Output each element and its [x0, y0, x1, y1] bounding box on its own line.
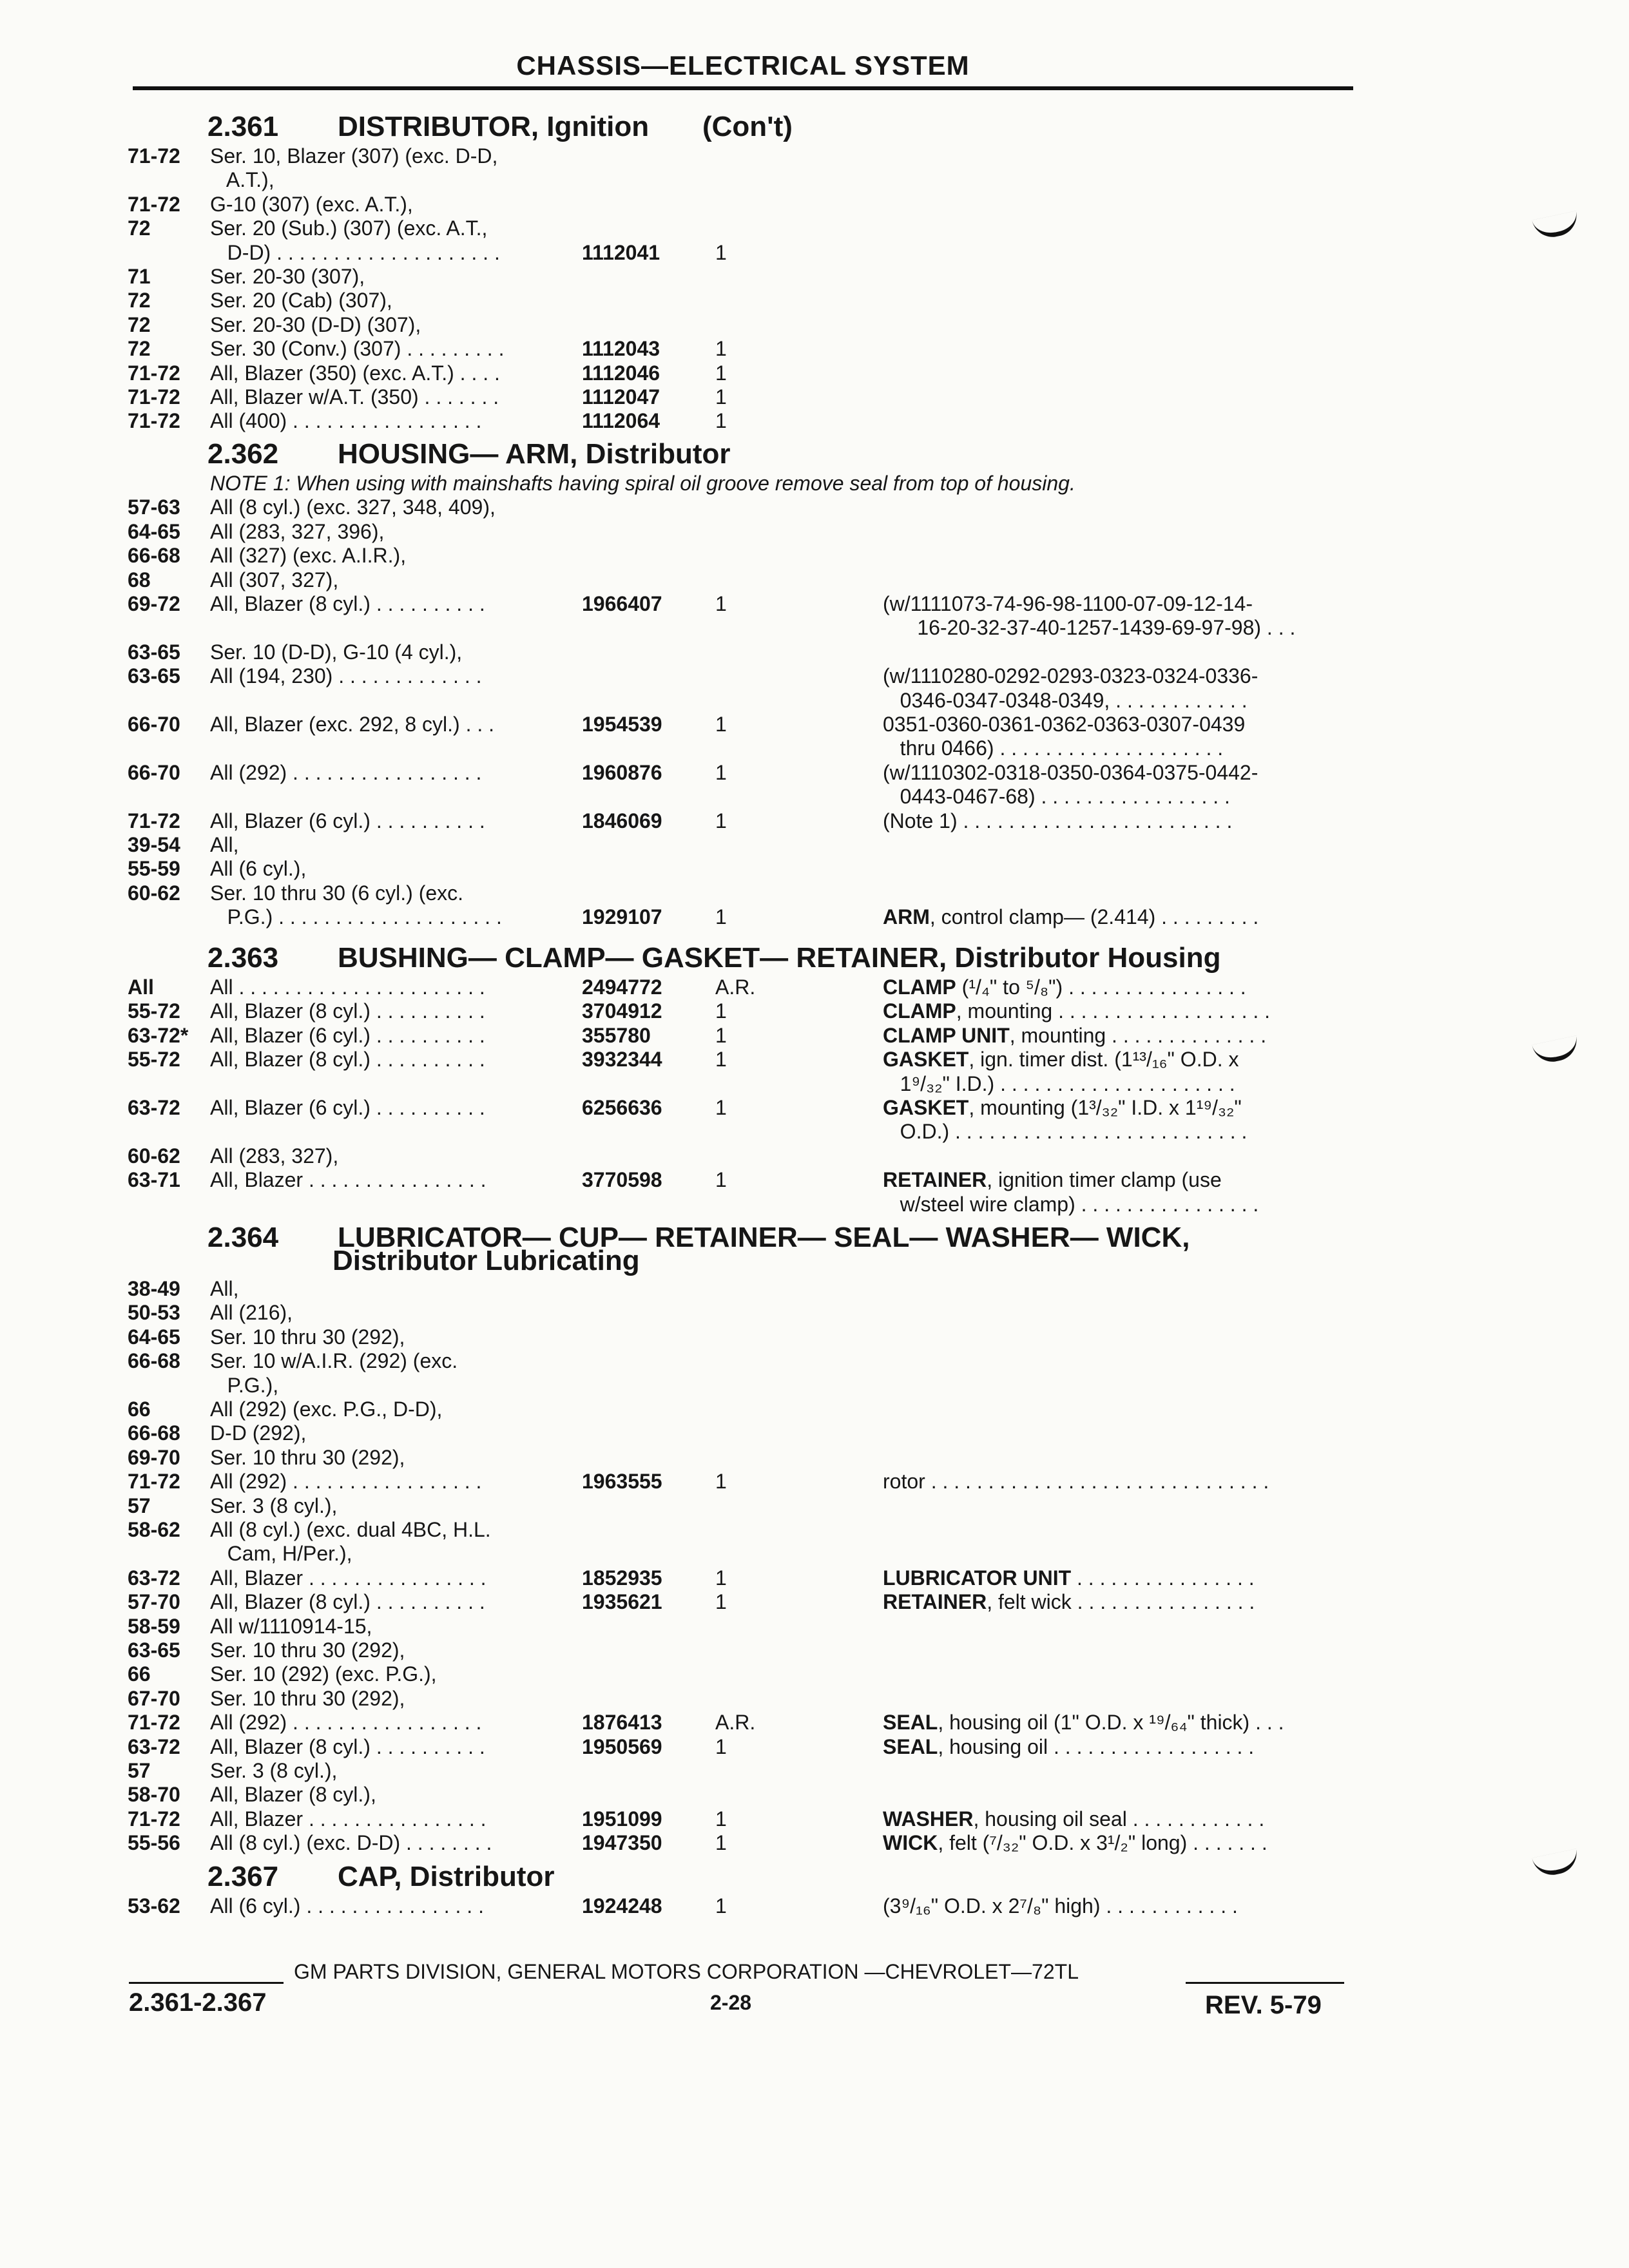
part-description: RETAINER, felt wick . . . . . . . . . . . . . . . .	[883, 1590, 1255, 1613]
part-description: 0351-0360-0361-0362-0363-0307-0439	[883, 713, 1246, 736]
part-number: 1112043	[582, 337, 660, 360]
model-year: 66-68	[128, 1421, 180, 1445]
section-number: 2.361	[207, 111, 279, 142]
part-description: 1⁹/₃₂" I.D.) . . . . . . . . . . . . . . . . . . . . .	[883, 1072, 1235, 1095]
model-year: 71-72	[128, 1470, 180, 1493]
table-row	[0, 1096, 1629, 1122]
part-number: 3704912	[582, 999, 662, 1023]
footer-rule-left	[129, 1982, 284, 1984]
part-number: 3932344	[582, 1048, 662, 1071]
table-row	[0, 689, 1629, 715]
application: P.G.),	[210, 1374, 279, 1397]
section-number: 2.367	[207, 1861, 279, 1892]
model-year: 58-59	[128, 1615, 180, 1638]
table-row	[0, 1783, 1629, 1809]
application: All . . . . . . . . . . . . . . . . . . . . . .	[210, 975, 485, 999]
table-row	[0, 1735, 1629, 1761]
model-year: 71-72	[128, 409, 180, 432]
part-number: 1963555	[582, 1470, 662, 1493]
part-description: 16-20-32-37-40-1257-1439-69-97-98) . . .	[883, 616, 1296, 639]
model-year: 71-72	[128, 193, 180, 216]
model-year: 71-72	[128, 361, 180, 385]
table-row	[0, 857, 1629, 883]
quantity: 1	[715, 1894, 727, 1917]
model-year: 63-65	[128, 640, 180, 664]
application: All, Blazer (8 cyl.),	[210, 1783, 376, 1806]
application: All (8 cyl.) (exc. D-D) . . . . . . . .	[210, 1831, 492, 1854]
table-row	[0, 664, 1629, 690]
model-year: 71-72	[128, 809, 180, 832]
application: All, Blazer . . . . . . . . . . . . . . . .	[210, 1566, 487, 1590]
application: D-D (292),	[210, 1421, 307, 1445]
part-number: 1876413	[582, 1711, 662, 1734]
quantity: 1	[715, 385, 727, 408]
part-description: SEAL, housing oil (1" O.D. x ¹⁹/₆₄" thick) . . .	[883, 1711, 1284, 1734]
table-row	[0, 1024, 1629, 1050]
application: All, Blazer (8 cyl.) . . . . . . . . . .	[210, 1048, 485, 1071]
application: All, Blazer (exc. 292, 8 cyl.) . . .	[210, 713, 495, 736]
part-number: 2494772	[582, 975, 662, 999]
table-row	[0, 241, 1629, 267]
application: All (6 cyl.) . . . . . . . . . . . . . . . .	[210, 1894, 484, 1917]
model-year: 66-68	[128, 544, 180, 567]
part-description: GASKET, mounting (1³/₃₂" I.D. x 1¹⁹/₃₂"	[883, 1096, 1242, 1119]
application: All (8 cyl.) (exc. 327, 348, 409),	[210, 495, 496, 519]
model-year: 66-70	[128, 713, 180, 736]
application: Ser. 10 thru 30 (292),	[210, 1446, 405, 1469]
part-description: (3⁹/₁₆" O.D. x 2⁷/₈" high) . . . . . . . . . . . .	[883, 1894, 1238, 1917]
model-year: 63-72	[128, 1096, 180, 1119]
table-row	[0, 1072, 1629, 1098]
part-number: 1951099	[582, 1807, 662, 1831]
application: All (194, 230) . . . . . . . . . . . . .	[210, 664, 482, 687]
application: All, Blazer (6 cyl.) . . . . . . . . . .	[210, 809, 485, 832]
application: Ser. 10 thru 30 (292),	[210, 1687, 405, 1710]
application: All, Blazer (6 cyl.) . . . . . . . . . .	[210, 1096, 485, 1119]
application: Ser. 3 (8 cyl.),	[210, 1494, 338, 1517]
table-row	[0, 168, 1629, 194]
table-row	[0, 385, 1629, 411]
table-row	[0, 1639, 1629, 1664]
table-row	[0, 1542, 1629, 1568]
footer-section-range: 2.361-2.367	[129, 1988, 267, 2017]
part-description: O.D.) . . . . . . . . . . . . . . . . . . . . . . . . . .	[883, 1120, 1248, 1143]
table-row	[0, 1144, 1629, 1170]
quantity: 1	[715, 1168, 727, 1191]
table-row	[0, 1831, 1629, 1857]
section-title: DISTRIBUTOR, Ignition	[338, 111, 650, 142]
application: Ser. 10 thru 30 (6 cyl.) (exc.	[210, 881, 464, 905]
application: All, Blazer . . . . . . . . . . . . . . . .	[210, 1168, 487, 1191]
part-description: WICK, felt (⁷/₃₂" O.D. x 3¹/₂" long) . . . . . . .	[883, 1831, 1268, 1854]
application: All (400) . . . . . . . . . . . . . . . . .	[210, 409, 482, 432]
model-year: 69-70	[128, 1446, 180, 1469]
application: A.T.),	[210, 168, 275, 191]
part-number: 1935621	[582, 1590, 662, 1613]
application: Ser. 10 w/A.I.R. (292) (exc.	[210, 1349, 458, 1372]
model-year: 55-59	[128, 857, 180, 880]
part-description: CLAMP UNIT, mounting . . . . . . . . . . . . . .	[883, 1024, 1267, 1047]
table-row	[0, 520, 1629, 546]
quantity: 1	[715, 1048, 727, 1071]
section-number: 2.362	[207, 438, 279, 470]
application: Ser. 20-30 (307),	[210, 265, 365, 288]
table-row	[0, 1349, 1629, 1375]
model-year: 66-68	[128, 1349, 180, 1372]
model-year: 63-65	[128, 664, 180, 687]
table-row	[0, 337, 1629, 363]
application: All (283, 327, 396),	[210, 520, 385, 543]
quantity: 1	[715, 1590, 727, 1613]
quantity: 1	[715, 999, 727, 1023]
part-number: 1929107	[582, 905, 662, 928]
quantity: 1	[715, 1096, 727, 1119]
footer-publisher: GM PARTS DIVISION, GENERAL MOTORS CORPORATION —CHEVROLET—72TL	[294, 1960, 1079, 1983]
part-description: WASHER, housing oil seal . . . . . . . . . . . .	[883, 1807, 1265, 1831]
application: All (6 cyl.),	[210, 857, 307, 880]
model-year: 72	[128, 337, 151, 360]
model-year: 50-53	[128, 1301, 180, 1324]
model-year: 64-65	[128, 520, 180, 543]
table-row	[0, 1807, 1629, 1833]
quantity: 1	[715, 1735, 727, 1758]
part-description: CLAMP (¹/₄" to ⁵/₈") . . . . . . . . . . . . . . . .	[883, 975, 1246, 999]
section-title: CAP, Distributor	[338, 1861, 555, 1892]
part-number: 3770598	[582, 1168, 662, 1191]
model-year: 72	[128, 313, 151, 336]
application: D-D) . . . . . . . . . . . . . . . . . . . .	[210, 241, 500, 264]
table-row	[0, 1711, 1629, 1736]
table-row	[0, 975, 1629, 1001]
table-row	[0, 761, 1629, 787]
model-year: 64-65	[128, 1325, 180, 1349]
part-number: 1112046	[582, 361, 660, 385]
application: Ser. 10 (292) (exc. P.G.),	[210, 1662, 437, 1686]
section-title: HOUSING— ARM, Distributor	[338, 438, 731, 470]
part-number: 1112047	[582, 385, 660, 408]
part-description: rotor . . . . . . . . . . . . . . . . . . . . . . . . . . . . . .	[883, 1470, 1269, 1493]
part-number: 1852935	[582, 1566, 662, 1590]
table-row	[0, 1398, 1629, 1423]
quantity: 1	[715, 809, 727, 832]
table-row	[0, 1168, 1629, 1194]
application: All, Blazer (8 cyl.) . . . . . . . . . .	[210, 1590, 485, 1613]
model-year: 55-72	[128, 1048, 180, 1071]
part-number: 1950569	[582, 1735, 662, 1758]
table-row	[0, 1048, 1629, 1073]
table-row	[0, 640, 1629, 666]
table-row	[0, 1894, 1629, 1920]
table-row	[0, 881, 1629, 907]
quantity: 1	[715, 713, 727, 736]
model-year: 63-72	[128, 1566, 180, 1590]
quantity: 1	[715, 337, 727, 360]
footer-revision: REV. 5-79	[1205, 1991, 1322, 2019]
part-number: 355780	[582, 1024, 651, 1047]
application: All (292) (exc. P.G., D-D),	[210, 1398, 443, 1421]
model-year: 63-71	[128, 1168, 180, 1191]
part-number: 1960876	[582, 761, 662, 784]
part-number: 1947350	[582, 1831, 662, 1854]
application: All (292) . . . . . . . . . . . . . . . . .	[210, 1711, 482, 1734]
application: All, Blazer (8 cyl.) . . . . . . . . . .	[210, 999, 485, 1023]
table-row	[0, 313, 1629, 339]
application: P.G.) . . . . . . . . . . . . . . . . . . . .	[210, 905, 502, 928]
model-year: 66	[128, 1662, 151, 1686]
application: Ser. 20 (Cab) (307),	[210, 289, 392, 312]
table-row	[0, 265, 1629, 291]
application: Cam, H/Per.),	[210, 1542, 352, 1565]
table-row	[0, 999, 1629, 1025]
application: All w/1110914-15,	[210, 1615, 372, 1638]
part-number: 1112041	[582, 241, 660, 264]
part-description: w/steel wire clamp) . . . . . . . . . . . . . . . .	[883, 1193, 1259, 1216]
part-description: SEAL, housing oil . . . . . . . . . . . . . . . . . .	[883, 1735, 1255, 1758]
section-title: BUSHING— CLAMP— GASKET— RETAINER, Distributor Housing	[338, 942, 1221, 974]
application: All (307, 327),	[210, 568, 339, 591]
part-description: (Note 1) . . . . . . . . . . . . . . . . . . . . . . . .	[883, 809, 1233, 832]
footer-rule-right	[1186, 1982, 1344, 1984]
model-year: 39-54	[128, 833, 180, 856]
model-year: 60-62	[128, 881, 180, 905]
section-number: 2.364	[207, 1222, 279, 1253]
table-row	[0, 1120, 1629, 1146]
table-row	[0, 616, 1629, 642]
table-row	[0, 568, 1629, 594]
quantity: 1	[715, 241, 727, 264]
table-row	[0, 1518, 1629, 1544]
model-year: 71-72	[128, 1807, 180, 1831]
application: All, Blazer (6 cyl.) . . . . . . . . . .	[210, 1024, 485, 1047]
table-row	[0, 1193, 1629, 1218]
quantity: 1	[715, 761, 727, 784]
part-number: 1954539	[582, 713, 662, 736]
quantity: 1	[715, 592, 727, 615]
model-year: 60-62	[128, 1144, 180, 1168]
application: All (283, 327),	[210, 1144, 339, 1168]
model-year: 71-72	[128, 1711, 180, 1734]
model-year: 55-56	[128, 1831, 180, 1854]
application: All (216),	[210, 1301, 293, 1324]
table-row	[0, 1421, 1629, 1447]
table-row	[0, 1687, 1629, 1713]
model-year: 71	[128, 265, 151, 288]
table-row	[0, 1374, 1629, 1399]
part-description: CLAMP, mounting . . . . . . . . . . . . . . . . . . .	[883, 999, 1271, 1023]
model-year: 55-72	[128, 999, 180, 1023]
section-number: 2.363	[207, 942, 279, 974]
application: Ser. 20-30 (D-D) (307),	[210, 313, 421, 336]
application: All (327) (exc. A.I.R.),	[210, 544, 407, 567]
table-row	[0, 1662, 1629, 1688]
table-row	[0, 289, 1629, 314]
quantity: 1	[715, 905, 727, 928]
application: All (292) . . . . . . . . . . . . . . . . .	[210, 1470, 482, 1493]
part-description: thru 0466) . . . . . . . . . . . . . . . . . . . .	[883, 736, 1224, 760]
part-description: 0443-0467-68) . . . . . . . . . . . . . . . . .	[883, 785, 1230, 808]
part-number: 6256636	[582, 1096, 662, 1119]
quantity: 1	[715, 1807, 727, 1831]
model-year: 66	[128, 1398, 151, 1421]
part-description: ARM, control clamp— (2.414) . . . . . . . . .	[883, 905, 1259, 928]
application: All,	[210, 833, 239, 856]
table-row	[0, 1566, 1629, 1592]
section-note: NOTE 1: When using with mainshafts having spiral oil groove remove seal from top of housing.	[210, 472, 1075, 495]
quantity: 1	[715, 1831, 727, 1854]
quantity: A.R.	[715, 975, 756, 999]
model-year: 71-72	[128, 385, 180, 408]
application: All (8 cyl.) (exc. dual 4BC, H.L.	[210, 1518, 491, 1541]
model-year: All	[128, 975, 154, 999]
model-year: 67-70	[128, 1687, 180, 1710]
section-title-suffix: Distributor Lubricating	[333, 1245, 640, 1276]
table-row	[0, 144, 1629, 170]
model-year: 57-70	[128, 1590, 180, 1613]
model-year: 63-72*	[128, 1024, 189, 1047]
model-year: 63-72	[128, 1735, 180, 1758]
part-description: GASKET, ign. timer dist. (1¹³/₁₆" O.D. x	[883, 1048, 1239, 1071]
part-description: LUBRICATOR UNIT . . . . . . . . . . . . . . . .	[883, 1566, 1255, 1590]
table-row	[0, 833, 1629, 859]
table-row	[0, 1615, 1629, 1640]
table-row	[0, 1759, 1629, 1785]
model-year: 38-49	[128, 1277, 180, 1300]
table-row	[0, 785, 1629, 811]
quantity: 1	[715, 1024, 727, 1047]
part-description: RETAINER, ignition timer clamp (use	[883, 1168, 1222, 1191]
quantity: 1	[715, 361, 727, 385]
table-row	[0, 1301, 1629, 1327]
footer-page-number: 2-28	[710, 1991, 752, 2014]
table-row	[0, 592, 1629, 618]
table-row	[0, 216, 1629, 242]
table-row	[0, 1590, 1629, 1616]
application: Ser. 20 (Sub.) (307) (exc. A.T.,	[210, 216, 488, 240]
table-row	[0, 361, 1629, 387]
part-description: (w/1110302-0318-0350-0364-0375-0442-	[883, 761, 1258, 784]
application: Ser. 10, Blazer (307) (exc. D-D,	[210, 144, 498, 168]
application: Ser. 3 (8 cyl.),	[210, 1759, 338, 1782]
application: All (292) . . . . . . . . . . . . . . . . .	[210, 761, 482, 784]
part-description: 0346-0347-0348-0349, . . . . . . . . . . . .	[883, 689, 1248, 712]
model-year: 57-63	[128, 495, 180, 519]
model-year: 53-62	[128, 1894, 180, 1917]
table-row	[0, 1277, 1629, 1303]
section-title-suffix: (Con't)	[702, 111, 793, 142]
quantity: 1	[715, 409, 727, 432]
part-number: 1924248	[582, 1894, 662, 1917]
section-title: LUBRICATOR— CUP— RETAINER— SEAL— WASHER— WICK,	[338, 1222, 1190, 1253]
application: All, Blazer (350) (exc. A.T.) . . . .	[210, 361, 500, 385]
application: All, Blazer (8 cyl.) . . . . . . . . . .	[210, 1735, 485, 1758]
part-number: 1966407	[582, 592, 662, 615]
application: Ser. 10 thru 30 (292),	[210, 1639, 405, 1662]
table-row	[0, 544, 1629, 570]
model-year: 72	[128, 289, 151, 312]
table-row	[0, 713, 1629, 738]
title-rule	[133, 86, 1353, 90]
table-row	[0, 809, 1629, 835]
table-row	[0, 736, 1629, 762]
table-row	[0, 409, 1629, 435]
quantity: A.R.	[715, 1711, 756, 1734]
model-year: 57	[128, 1494, 151, 1517]
part-number: 1846069	[582, 809, 662, 832]
model-year: 57	[128, 1759, 151, 1782]
quantity: 1	[715, 1566, 727, 1590]
model-year: 58-62	[128, 1518, 180, 1541]
application: Ser. 10 thru 30 (292),	[210, 1325, 405, 1349]
application: All, Blazer (8 cyl.) . . . . . . . . . .	[210, 592, 485, 615]
application: All, Blazer . . . . . . . . . . . . . . . .	[210, 1807, 487, 1831]
table-row	[0, 905, 1629, 931]
model-year: 63-65	[128, 1639, 180, 1662]
application: All, Blazer w/A.T. (350) . . . . . . .	[210, 385, 499, 408]
model-year: 71-72	[128, 144, 180, 168]
part-number: 1112064	[582, 409, 660, 432]
page-title: CHASSIS—ELECTRICAL SYSTEM	[516, 50, 970, 81]
model-year: 72	[128, 216, 151, 240]
application: Ser. 30 (Conv.) (307) . . . . . . . . .	[210, 337, 505, 360]
table-row	[0, 1446, 1629, 1472]
table-row	[0, 1494, 1629, 1520]
model-year: 69-72	[128, 592, 180, 615]
table-row	[0, 1325, 1629, 1351]
part-description: (w/1110280-0292-0293-0323-0324-0336-	[883, 664, 1258, 687]
model-year: 58-70	[128, 1783, 180, 1806]
model-year: 68	[128, 568, 151, 591]
table-row	[0, 495, 1629, 521]
table-row	[0, 193, 1629, 218]
model-year: 66-70	[128, 761, 180, 784]
table-row	[0, 1470, 1629, 1495]
quantity: 1	[715, 1470, 727, 1493]
application: G-10 (307) (exc. A.T.),	[210, 193, 413, 216]
application: All,	[210, 1277, 239, 1300]
part-description: (w/1111073-74-96-98-1100-07-09-12-14-	[883, 592, 1253, 615]
application: Ser. 10 (D-D), G-10 (4 cyl.),	[210, 640, 463, 664]
